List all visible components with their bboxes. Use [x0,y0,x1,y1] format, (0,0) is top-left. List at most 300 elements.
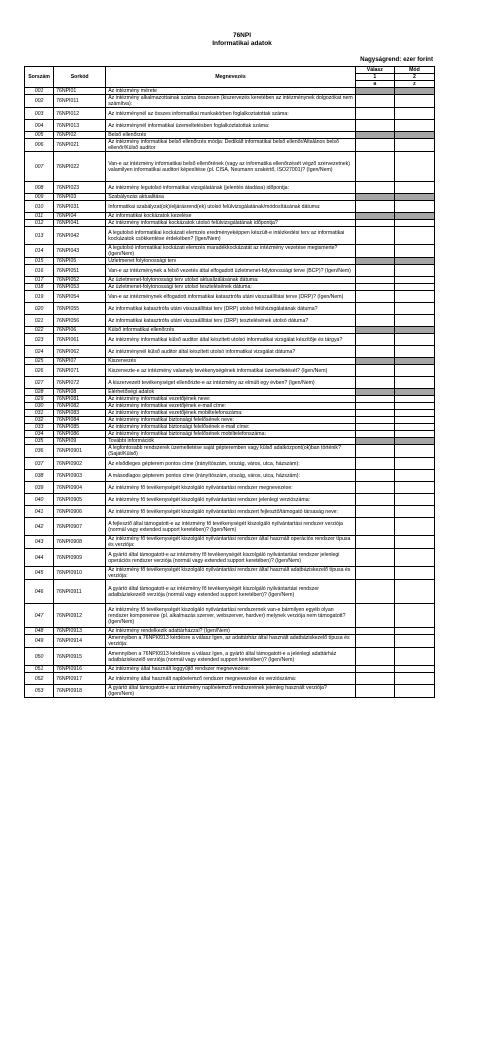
answer-cell[interactable] [355,482,394,494]
row-description: Az intézmény fő tevékenységét kiszolgáló nyilvántartási rendszer által használt operációs rendszer típusa és verziója: [106,536,356,549]
answer-cell[interactable] [355,95,394,108]
row-code: 76NPI0904 [54,482,106,494]
table-row [25,567,435,580]
answer-cell[interactable] [355,377,394,389]
row-code: 76NPI0908 [54,536,106,549]
row-code: 76NPI083 [54,410,106,417]
row-number: 013 [25,227,54,245]
row-number: 030 [25,403,54,410]
row-number: 047 [25,604,54,628]
mode-cell[interactable] [394,327,434,334]
mode-cell[interactable] [394,410,434,417]
table-row [25,494,435,506]
row-code: 76NPI031 [54,201,106,213]
row-description: Az intézmény informatikai vezetőjének neve: [106,396,356,403]
answer-cell[interactable] [355,258,394,265]
row-number: 004 [25,120,54,132]
mode-cell[interactable] [394,213,434,220]
table-row [25,580,435,604]
table-row [25,410,435,417]
mode-cell[interactable] [394,346,434,358]
header-valasz-num: 1 [355,74,394,81]
row-number: 022 [25,327,54,334]
row-number: 032 [25,417,54,424]
row-description: Az informatikai kockázatok kezelése [106,213,356,220]
row-description: A fejlesztő által támogatott-e az intézmény fő tevékenységét kiszolgáló nyilvántartási rendszer verziója (normál vagy extended support keretében)? (Igen/Nem) [106,518,356,536]
answer-cell[interactable] [355,346,394,358]
row-description: Az elsődleges gépterem pontos címe (irányítószám, ország, város, utca, házszám): [106,458,356,470]
answer-cell[interactable] [355,284,394,291]
table-row [25,628,435,635]
row-number: 051 [25,666,54,673]
row-number: 026 [25,365,54,377]
answer-cell[interactable] [355,265,394,277]
mode-cell[interactable] [394,628,434,635]
row-description: Kiszervezés [106,358,356,365]
row-code: 76NPI0905 [54,494,106,506]
mode-cell[interactable] [394,194,434,201]
mode-cell[interactable] [394,258,434,265]
answer-cell[interactable] [355,108,394,120]
row-code: 76NPI0902 [54,458,106,470]
report-title: Informatikai adatok [212,40,272,47]
table-row [25,424,435,431]
answer-cell[interactable] [355,389,394,396]
row-code: 76NPI054 [54,291,106,303]
row-description: Az intézmény informatikai kockázatok utolsó felülvizsgálatának időpontja? [106,220,356,227]
row-number: 014 [25,245,54,258]
row-description: Az intézmény fő tevékenységét kiszolgáló nyilvántartási rendszer jelenlegi verziószáma: [106,494,356,506]
row-code: 76NPI0918 [54,685,106,698]
row-number: 034 [25,431,54,438]
table-row [25,365,435,377]
row-description: Külső informatikai ellenőrzés [106,327,356,334]
answer-cell[interactable] [355,536,394,549]
row-description: A legutolsó informatikai kockázati elemzés eredményeképpen készült-e intézkedési terv az informatikai kockázatok csökkentése érdekében? (Igen/Nem) [106,227,356,245]
mode-cell[interactable] [394,132,434,139]
answer-cell[interactable] [355,438,394,445]
table-row [25,666,435,673]
unit-label: Nagyságrend: ezer forint [360,56,433,63]
row-code: 76NPI062 [54,346,106,358]
table-row [25,258,435,265]
row-description: Az intézmény informatikai biztonsági felelősének mobiltelefonszáma: [106,431,356,438]
answer-cell[interactable] [355,567,394,580]
row-number: 038 [25,470,54,482]
table-row [25,536,435,549]
table-row [25,201,435,213]
answer-cell[interactable] [355,604,394,628]
table-row [25,673,435,685]
row-description: Üzletmenet folytonossági terv [106,258,356,265]
answer-cell[interactable] [355,139,394,152]
row-description: A gyártó által támogatott-e az intézmény fő tevékenységét kiszolgáló nyilvántartási rendszer jelenlegi operációs rendszer verziója (normál vagy extended support keretében)? (Igen/Nem) [106,549,356,567]
mode-cell[interactable] [394,396,434,403]
mode-cell[interactable] [394,470,434,482]
row-number: 001 [25,88,54,95]
table-row [25,458,435,470]
mode-cell[interactable] [394,431,434,438]
answer-cell[interactable] [355,277,394,284]
row-number: 025 [25,358,54,365]
table-row [25,334,435,346]
table-row [25,139,435,152]
row-description: Az intézmény által használt loggyűjtő rendszer megnevezése: [106,666,356,673]
answer-cell[interactable] [355,445,394,458]
row-description: Az intézmény informatikai külső auditor által készített utolsó informatikai vizsgálat készítője és tárgya? [106,334,356,346]
mode-cell[interactable] [394,152,434,182]
row-code: 76NPI05 [54,258,106,265]
header-valasz-letter: a [355,81,394,88]
answer-cell[interactable] [355,245,394,258]
row-description: Az intézmény rendelkezik adattárházzal? (Igen/Nem) [106,628,356,635]
mode-cell[interactable] [394,358,434,365]
row-code: 76NPI0915 [54,648,106,666]
row-description: Az intézmény fő tevékenységét kiszolgáló nyilvántartási rendszer megnevezése: [106,482,356,494]
row-description: Az intézmény informatikai vezetőjének mobiltelefonszáma: [106,410,356,417]
mode-cell[interactable] [394,265,434,277]
answer-cell[interactable] [355,403,394,410]
mode-cell[interactable] [394,377,434,389]
answer-cell[interactable] [355,410,394,417]
answer-cell[interactable] [355,201,394,213]
mode-cell[interactable] [394,549,434,567]
row-code: 76NPI0907 [54,518,106,536]
row-description: Az intézménynél informatikai üzemeltetésben foglalkoztatottak száma: [106,120,356,132]
row-code: 76NPI052 [54,277,106,284]
row-code: 76NPI042 [54,227,106,245]
row-code: 76NPI023 [54,182,106,194]
row-number: 037 [25,458,54,470]
row-code: 76NPI053 [54,284,106,291]
answer-cell[interactable] [355,673,394,685]
row-description: Az üzletmenet-folytonossági terv utolsó tesztelésének dátuma: [106,284,356,291]
mode-cell[interactable] [394,518,434,536]
mode-cell[interactable] [394,284,434,291]
mode-cell[interactable] [394,277,434,284]
row-number: 015 [25,258,54,265]
row-description: További információk [106,438,356,445]
header-mod-num: 2 [394,74,434,81]
mode-cell[interactable] [394,182,434,194]
table-row [25,389,435,396]
mode-cell[interactable] [394,220,434,227]
table-row [25,635,435,648]
mode-cell[interactable] [394,365,434,377]
mode-cell[interactable] [394,315,434,327]
header-sorkod: Sorkód [54,67,106,88]
row-number: 017 [25,277,54,284]
row-description: Van-e az intézmény informatikai belső ellenőrének (vagy az informatika ellenőrzését végző szervezetnek) valamilyen informatikai auditori képesítése (pl. CISA, Neumann szakértő, ISO27001)? (Igen/Nem) [106,152,356,182]
mode-cell[interactable] [394,494,434,506]
mode-cell[interactable] [394,673,434,685]
row-description: Elérhetőségi adatok [106,389,356,396]
answer-cell[interactable] [355,227,394,245]
row-code: 76NPI0901 [54,445,106,458]
mode-cell[interactable] [394,291,434,303]
row-number: 009 [25,194,54,201]
row-description: A gyártó által támogatott-e az intézmény fő tevékenységét kiszolgáló nyilvántartási rendszer adatbáziskezelő verziója (normál vagy extended support keretében)? (Igen/Nem) [106,580,356,604]
row-description: Az intézmény által használt naplóelemző rendszer megnevezése és verziószáma: [106,673,356,685]
row-code: 76NPI011 [54,95,106,108]
answer-cell[interactable] [355,132,394,139]
answer-cell[interactable] [355,358,394,365]
table-row [25,194,435,201]
answer-cell[interactable] [355,506,394,518]
mode-cell[interactable] [394,438,434,445]
table-row [25,518,435,536]
table-row [25,431,435,438]
answer-cell[interactable] [355,417,394,424]
row-description: A legfontosabb rendszerek üzemeltetése saját gépteremben vagy külső adatközpont(ok)ban történik? (Saját/Külső) [106,445,356,458]
table-row [25,482,435,494]
row-number: 027 [25,377,54,389]
answer-cell[interactable] [355,152,394,182]
table-row [25,265,435,277]
mode-cell[interactable] [394,389,434,396]
mode-cell[interactable] [394,635,434,648]
row-description: Kiszervezte-e az intézmény valamely tevékenységének informatikai üzemeltetését? (Igen/Nem) [106,365,356,377]
answer-cell[interactable] [355,635,394,648]
report-code: 76NPI [232,32,252,39]
table-row [25,284,435,291]
row-code: 76NPI082 [54,403,106,410]
table-row [25,291,435,303]
row-number: 031 [25,410,54,417]
row-number: 039 [25,482,54,494]
mode-cell[interactable] [394,245,434,258]
table-row [25,470,435,482]
table-row [25,327,435,334]
row-description: Az intézmény informatikai belső ellenőrzés módja: Dedikált informatikai belső ellenőr/Általános belső ellenőr/Külső auditor [106,139,356,152]
table-row [25,549,435,567]
answer-cell[interactable] [355,666,394,673]
mode-cell[interactable] [394,536,434,549]
row-number: 029 [25,396,54,403]
row-description: A legutolsó informatikai kockázati elemzés maradékkockázatát az intézmény vezetése megismerte? (Igen/Nem) [106,245,356,258]
row-code: 76NPI041 [54,220,106,227]
mode-cell[interactable] [394,120,434,132]
table-row [25,506,435,518]
table-row [25,438,435,445]
row-number: 019 [25,291,54,303]
answer-cell[interactable] [355,494,394,506]
mode-cell[interactable] [394,666,434,673]
row-description: Informatikai szabályzat(ok)/eljárásrend(ek) utolsó felülvizsgálatának/módosításának dátuma: [106,201,356,213]
answer-cell[interactable] [355,518,394,536]
row-description: A gyártó által támogatott-e az intézmény naplóelemző rendszerének jelenleg használt verziója? (Igen/Nem) [106,685,356,698]
row-number: 053 [25,685,54,698]
table-row [25,152,435,182]
row-code: 76NPI056 [54,315,106,327]
table-row [25,358,435,365]
row-number: 046 [25,580,54,604]
answer-cell[interactable] [355,396,394,403]
row-code: 76NPI0910 [54,567,106,580]
table-row [25,445,435,458]
mode-cell[interactable] [394,88,434,95]
row-number: 011 [25,213,54,220]
row-number: 044 [25,549,54,567]
row-description: Az intézmény mérete [106,88,356,95]
row-number: 012 [25,220,54,227]
row-number: 052 [25,673,54,685]
header-valasz: Válasz [355,67,394,74]
row-number: 050 [25,648,54,666]
row-number: 042 [25,518,54,536]
answer-cell[interactable] [355,327,394,334]
row-description: Az intézmény informatikai biztonsági felelősének neve: [106,417,356,424]
row-number: 040 [25,494,54,506]
row-number: 023 [25,334,54,346]
answer-cell[interactable] [355,220,394,227]
row-description: Az informatikai katasztrófa utáni visszaállítási terv (DRP) tesztelésének utolsó dátuma? [106,315,356,327]
row-code: 76NPI0913 [54,628,106,635]
row-code: 76NPI0911 [54,580,106,604]
table-row [25,648,435,666]
row-number: 035 [25,438,54,445]
answer-cell[interactable] [355,334,394,346]
row-code: 76NPI06 [54,327,106,334]
table-row [25,604,435,628]
row-description: Az intézmény legutolsó informatikai vizsgálatának (jelentés átadása) időpontja: [106,182,356,194]
mode-cell[interactable] [394,95,434,108]
answer-cell[interactable] [355,549,394,567]
mode-cell[interactable] [394,201,434,213]
mode-cell[interactable] [394,648,434,666]
header-mod-letter: z [394,81,434,88]
mode-cell[interactable] [394,445,434,458]
answer-cell[interactable] [355,303,394,315]
row-code: 76NPI0914 [54,635,106,648]
row-description: Belső ellenőrzés [106,132,356,139]
table-row [25,213,435,220]
mode-cell[interactable] [394,580,434,604]
row-number: 005 [25,132,54,139]
row-code: 76NPI09 [54,438,106,445]
answer-cell[interactable] [355,458,394,470]
table-row [25,120,435,132]
table-row [25,95,435,108]
row-number: 024 [25,346,54,358]
report-header [0,32,484,48]
mode-cell[interactable] [394,139,434,152]
row-code: 76NPI051 [54,265,106,277]
mode-cell[interactable] [394,417,434,424]
answer-cell[interactable] [355,580,394,604]
row-code: 76NPI0912 [54,604,106,628]
answer-cell[interactable] [355,648,394,666]
row-code: 76NPI061 [54,334,106,346]
answer-cell[interactable] [355,431,394,438]
table-row [25,220,435,227]
table-row [25,277,435,284]
row-code: 76NPI08 [54,389,106,396]
answer-cell[interactable] [355,291,394,303]
mode-cell[interactable] [394,567,434,580]
mode-cell[interactable] [394,458,434,470]
table-row [25,685,435,698]
row-number: 036 [25,445,54,458]
mode-cell[interactable] [394,403,434,410]
row-number: 016 [25,265,54,277]
mode-cell[interactable] [394,424,434,431]
table-row [25,182,435,194]
row-code: 76NPI0903 [54,470,106,482]
row-description: Van-e az intézménynek elfogadott informatikai katasztrófa utáni visszaállítási terve (DRP)? (Igen/Nem) [106,291,356,303]
row-code: 76NPI0909 [54,549,106,567]
answer-cell[interactable] [355,628,394,635]
answer-cell[interactable] [355,424,394,431]
table-row [25,377,435,389]
mode-cell[interactable] [394,334,434,346]
row-number: 028 [25,389,54,396]
answer-cell[interactable] [355,194,394,201]
row-code: 76NPI072 [54,377,106,389]
answer-cell[interactable] [355,120,394,132]
table-row [25,396,435,403]
row-code: 76NPI071 [54,365,106,377]
answer-cell[interactable] [355,315,394,327]
mode-cell[interactable] [394,482,434,494]
row-description: Az intézménynél az összes informatikai munkakörben foglalkoztatottak száma: [106,108,356,120]
row-code: 76NPI081 [54,396,106,403]
row-description: Amennyiben a 76NPI0913 kérdésre a válasz Igen, a gyártó által támogatott-e a jelenlegi adattárház adatbáziskezelő verziója (normál vagy extended support keretében)? (Igen/Nem) [106,648,356,666]
row-code: 76NPI043 [54,245,106,258]
row-number: 002 [25,95,54,108]
header-megnevezes: Megnevezés [106,67,356,88]
row-number: 007 [25,152,54,182]
row-code: 76NPI02 [54,132,106,139]
row-description: Az intézménynél külső auditor által készített utolsó informatikai vizsgálat dátuma? [106,346,356,358]
answer-cell[interactable] [355,213,394,220]
table-row [25,108,435,120]
data-table [24,66,435,698]
header-mod: Mód [394,67,434,74]
table-row [25,227,435,245]
table-row [25,88,435,95]
answer-cell[interactable] [355,88,394,95]
row-code: 76NPI07 [54,358,106,365]
row-description: Az intézmény fő tevékenységét kiszolgáló nyilvántartási rendszernek van-e bármilyen egyéb olyan rendszer komponense (pl. alkalmazás szerver, webszerver, hardver) melynek verziója nem támogatott? (Igen/Nem) [106,604,356,628]
header-sorszam: Sorszám [25,67,54,88]
table-row [25,132,435,139]
answer-cell[interactable] [355,685,394,698]
row-number: 043 [25,536,54,549]
answer-cell[interactable] [355,470,394,482]
row-code: 76NPI03 [54,194,106,201]
mode-cell[interactable] [394,604,434,628]
row-code: 76NPI04 [54,213,106,220]
row-number: 018 [25,284,54,291]
row-description: Van-e az intézménynek a felső vezetés által elfogadott üzletmenet-folytonossági terve (BCP)? (Igen/Nem) [106,265,356,277]
row-code: 76NPI086 [54,431,106,438]
mode-cell[interactable] [394,303,434,315]
mode-cell[interactable] [394,506,434,518]
mode-cell[interactable] [394,685,434,698]
row-description: A kiszervezett tevékenységet ellenőrizte-e az intézmény az elmúlt egy évben? (Igen/Nem) [106,377,356,389]
answer-cell[interactable] [355,182,394,194]
row-code: 76NPI022 [54,152,106,182]
mode-cell[interactable] [394,227,434,245]
answer-cell[interactable] [355,365,394,377]
row-number: 041 [25,506,54,518]
mode-cell[interactable] [394,108,434,120]
row-description: Az informatikai katasztrófa utáni visszaállítási terv (DRP) utolsó felülvizsgálatának dátuma? [106,303,356,315]
row-code: 76NPI085 [54,424,106,431]
row-number: 010 [25,201,54,213]
row-description: Amennyiben a 76NPI0913 kérdésre a válasz Igen, az adattárház által használt adatbáziskezelő típusa és verziója: [106,635,356,648]
